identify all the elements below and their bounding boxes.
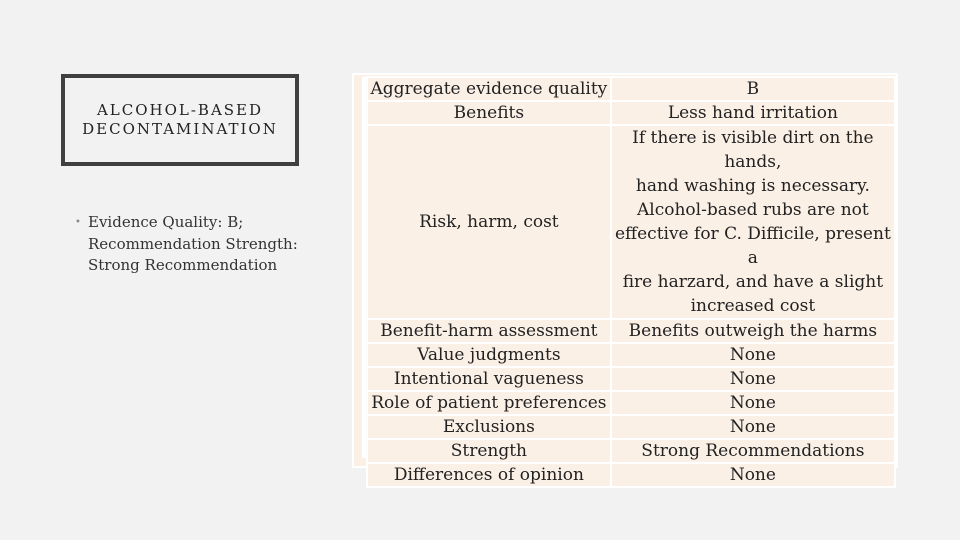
title-box [61,74,299,166]
row-value: Less hand irritation [611,101,895,125]
row-value: Benefits outweigh the harms [611,319,895,343]
table-row [367,77,895,101]
row-value: None [611,391,895,415]
row-label: Intentional vagueness [367,367,611,391]
table-row [367,415,895,439]
bullet-item [75,212,305,277]
bullet-text [88,212,298,277]
bullet-line-1: Evidence Quality: B; [88,213,244,231]
slide-title-line-1: ALCOHOL-BASED [96,101,264,119]
table-row [367,391,895,415]
value-line: effective for C. Difficile, present a [614,224,891,268]
row-value: None [611,415,895,439]
slide-title-line-2: DECONTAMINATION [82,120,278,138]
row-value: None [611,367,895,391]
value-line: If there is visible dirt on the hands, [632,128,874,172]
row-value [611,125,895,319]
row-value: None [611,463,895,487]
table-row [367,367,895,391]
row-label: Exclusions [367,415,611,439]
table-row [367,343,895,367]
table-row [367,319,895,343]
row-label: Differences of opinion [367,463,611,487]
row-label: Risk, harm, cost [367,125,611,319]
row-value: Strong Recommendations [611,439,895,463]
row-label: Benefit-harm assessment [367,319,611,343]
bullet-line-3: Strong Recommendation [88,256,278,274]
table-row [367,463,895,487]
table-row [367,125,895,319]
table-row [367,101,895,125]
bullet-dot-icon: • [75,217,81,228]
row-value: B [611,77,895,101]
row-label: Role of patient preferences [367,391,611,415]
value-line: fire harzard, and have a slight [622,272,884,292]
row-value: None [611,343,895,367]
value-line: increased cost [690,296,816,316]
row-label: Benefits [367,101,611,125]
bullet-line-2: Recommendation Strength: [88,234,298,253]
row-label: Value judgments [367,343,611,367]
value-line: Alcohol-based rubs are not [637,200,869,220]
value-line: hand washing is necessary. [635,176,870,196]
row-label: Aggregate evidence quality [367,77,611,101]
bullet-list [75,212,305,277]
evidence-table [366,76,896,488]
row-label: Strength [367,439,611,463]
table-row [367,439,895,463]
